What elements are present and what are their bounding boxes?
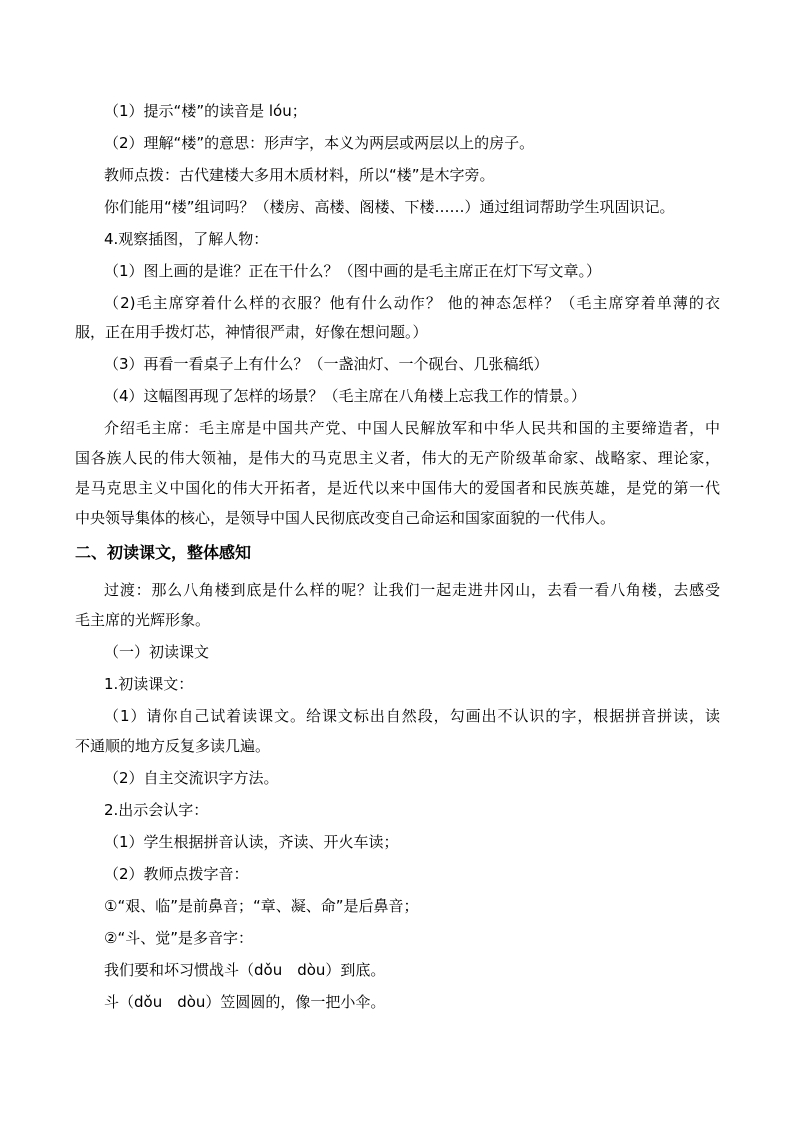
line-intro-4: 中央领导集体的核心，是领导中国人民彻底改变自己命运和国家面貌的一代伟人。 bbox=[75, 509, 616, 527]
line-nasal-sounds: ①“艰、临”是前鼻音；“章、凝、命”是后鼻音； bbox=[104, 897, 419, 915]
line-question-2: （2)毛主席穿着什么样的衣服？他有什么动作？ 他的神态怎样？（毛主席穿着单薄的衣 bbox=[104, 294, 720, 312]
line-step-2: （2）自主交流识字方法。 bbox=[104, 769, 279, 787]
line-transition-cont: 毛主席的光辉形象。 bbox=[75, 611, 211, 629]
line-pronunciation: （1）提示“楼”的读音是 lóu； bbox=[104, 102, 307, 120]
line-question-3: （3）再看一看桌子上有什么？（一盏油灯、一个砚台、几张稿纸） bbox=[104, 355, 549, 373]
line-polyphonic: ②“斗、觉”是多音字： bbox=[104, 929, 253, 947]
line-transition: 过渡：那么八角楼到底是什么样的呢？让我们一起走进井冈山，去看一看八角楼，去感受 bbox=[104, 581, 720, 599]
line-show-characters: 2.出示会认字： bbox=[104, 801, 209, 819]
line-teacher-pronunciation: （2）教师点拨字音： bbox=[104, 865, 249, 883]
line-intro-2: 国各族人民的伟大领袖，是伟大的马克思主义者，伟大的无产阶级革命家、战略家、理论家， bbox=[75, 449, 720, 467]
subsection-heading: （一）初读课文 bbox=[104, 643, 210, 661]
line-observe-illustration: 4.观察插图，了解人物： bbox=[104, 230, 269, 248]
line-step-1-cont: 不通顺的地方反复多读几遍。 bbox=[75, 737, 271, 755]
line-question-1: （1）图上画的是谁？正在干什么？（图中画的是毛主席正在灯下写文章。） bbox=[104, 262, 602, 280]
section-heading: 二、初读课文，整体感知 bbox=[75, 543, 252, 562]
line-question-4: （4）这幅图再现了怎样的场景？（毛主席在八角楼上忘我工作的情景。） bbox=[104, 387, 587, 405]
line-step-1: （1）请你自己试着读课文。给课文标出自然段，勾画出不认识的字，根据拼音拼读，读 bbox=[104, 707, 720, 725]
line-read-aloud: （1）学生根据拼音认读，齐读、开火车读； bbox=[104, 833, 399, 851]
line-example-2: 斗（dǒu dòu）笠圆圆的，像一把小伞。 bbox=[104, 993, 386, 1011]
line-first-reading: 1.初读课文： bbox=[104, 675, 194, 693]
line-intro-3: 是马克思主义中国化的伟大开拓者，是近代以来中国伟大的爱国者和民族英雄，是党的第一代 bbox=[75, 479, 720, 497]
line-intro-1: 介绍毛主席：毛主席是中国共产党、中国人民解放军和中华人民共和国的主要缔造者，中 bbox=[104, 419, 720, 437]
line-example-1: 我们要和坏习惯战斗（dǒu dòu）到底。 bbox=[104, 961, 386, 979]
line-word-building: 你们能用“楼”组词吗？（楼房、高楼、阁楼、下楼……）通过组词帮助学生巩固识记。 bbox=[104, 198, 675, 216]
line-meaning: （2）理解“楼”的意思：形声字，本义为两层或两层以上的房子。 bbox=[104, 134, 535, 152]
line-question-2-cont: 服，正在用手拨灯芯，神情很严肃，好像在想问题。） bbox=[75, 323, 428, 341]
line-teacher-tip: 教师点拨：古代建楼大多用木质材料，所以“楼”是木字旁。 bbox=[104, 166, 495, 184]
